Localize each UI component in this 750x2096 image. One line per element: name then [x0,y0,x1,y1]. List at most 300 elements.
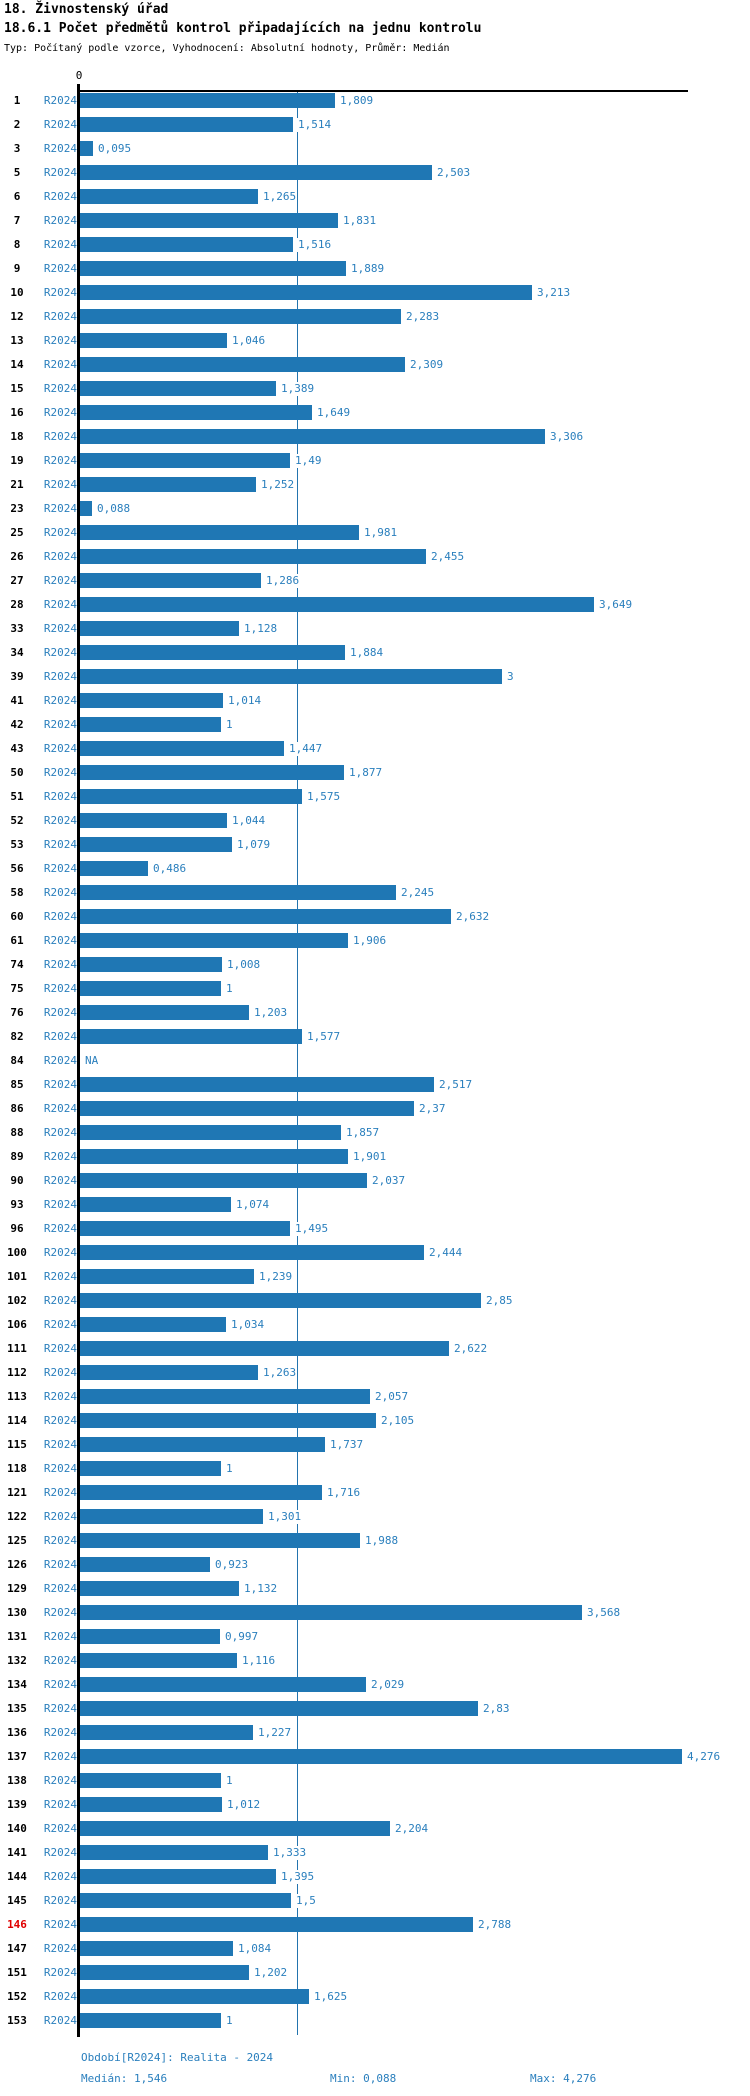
series-label: R2024 [43,1486,77,1499]
chart-row [0,1289,750,1313]
bar [80,309,401,324]
row-number: 113 [7,1390,27,1403]
row-number: 12 [10,310,24,323]
value-label: 1,333 [273,1846,307,1859]
bar [80,453,290,468]
chart-row [0,809,750,833]
chart-row [0,1601,750,1625]
series-label: R2024 [43,718,77,731]
chart-row [0,761,750,785]
chart-row [0,137,750,161]
chart-row [0,497,750,521]
series-label: R2024 [43,1798,77,1811]
series-label: R2024 [43,1390,77,1403]
series-label: R2024 [43,1126,77,1139]
chart-row [0,977,750,1001]
bar [80,1749,682,1764]
value-label: 2,444 [429,1246,463,1259]
value-label: 3,649 [599,598,633,611]
row-number: 106 [7,1318,27,1331]
bar [80,1989,309,2004]
row-number: 145 [7,1894,27,1907]
chart-row [0,1385,750,1409]
chart-row [0,233,750,257]
bar [80,645,345,660]
value-label: 1 [226,1462,233,1475]
bar [80,885,396,900]
bar [80,261,346,276]
bar [80,1341,449,1356]
chart-row [0,1937,750,1961]
value-label: 1,516 [298,238,332,251]
series-label: R2024 [43,478,77,491]
row-number: 41 [10,694,24,707]
chart-title: 18.6.1 Počet předmětů kontrol připadajících na jednu kontrolu [4,21,482,36]
value-label: 1,495 [295,1222,329,1235]
row-number: 130 [7,1606,27,1619]
chart-row [0,1865,750,1889]
series-label: R2024 [43,142,77,155]
row-number: 88 [10,1126,24,1139]
chart-row [0,1817,750,1841]
bar [80,93,335,108]
row-number: 112 [7,1366,27,1379]
row-number: 56 [10,862,24,875]
value-label: 1,5 [296,1894,316,1907]
bar [80,933,348,948]
series-label: R2024 [43,1366,77,1379]
bar [80,1629,220,1644]
series-label: R2024 [43,1270,77,1283]
series-label: R2024 [43,1150,77,1163]
row-number: 52 [10,814,24,827]
chart-row [0,209,750,233]
value-label: 1,202 [254,1966,288,1979]
value-label: 2,517 [439,1078,473,1091]
series-label: R2024 [43,550,77,563]
row-number: 111 [7,1342,27,1355]
bar [80,189,258,204]
bar [80,1773,221,1788]
row-number: 7 [13,214,21,227]
chart-row [0,737,750,761]
value-label: 1,252 [261,478,295,491]
row-number: 114 [7,1414,27,1427]
row-number: 129 [7,1582,27,1595]
chart-row [0,1673,750,1697]
chart-row [0,377,750,401]
bar [80,837,232,852]
row-number: 76 [10,1006,24,1019]
value-label: 2,105 [381,1414,415,1427]
bar [80,693,223,708]
bar [80,1893,291,1908]
row-number: 151 [7,1966,27,1979]
value-label: 2,85 [486,1294,513,1307]
chart-row [0,1457,750,1481]
value-label: 0,095 [98,142,132,155]
bar [80,333,227,348]
chart-row [0,329,750,353]
bar [80,669,502,684]
bar [80,1221,290,1236]
footer-max: Max: 4,276 [530,2072,597,2085]
value-label: 0,088 [97,502,131,515]
row-number: 10 [10,286,24,299]
row-number: 2 [13,118,21,131]
value-label: 3,568 [587,1606,621,1619]
axis-zero-label: 0 [75,69,83,82]
value-label: 1,577 [307,1030,341,1043]
series-label: R2024 [43,358,77,371]
bar [80,765,344,780]
row-number: 115 [7,1438,27,1451]
bar [80,909,451,924]
bar [80,141,93,156]
chart-row [0,617,750,641]
series-label: R2024 [43,1702,77,1715]
bar [80,957,222,972]
chart-row [0,1265,750,1289]
row-number: 43 [10,742,24,755]
row-number: 23 [10,502,24,515]
series-label: R2024 [43,646,77,659]
value-label: 0,997 [225,1630,259,1643]
row-number: 102 [7,1294,27,1307]
bar [80,1437,325,1452]
series-label: R2024 [43,1054,77,1067]
bar [80,1149,348,1164]
bar [80,861,148,876]
chart-row [0,665,750,689]
value-label: 1,008 [227,958,261,971]
row-number: 26 [10,550,24,563]
bar [80,501,92,516]
row-number: 3 [13,142,21,155]
value-label: 2,622 [454,1342,488,1355]
row-number: 85 [10,1078,24,1091]
chart-row [0,1049,750,1073]
series-label: R2024 [43,1966,77,1979]
series-label: R2024 [43,406,77,419]
bar [80,2013,221,2028]
bar [80,1509,263,1524]
row-number: 58 [10,886,24,899]
row-number: 138 [7,1774,27,1787]
bar [80,789,302,804]
series-label: R2024 [43,766,77,779]
bar [80,1413,376,1428]
value-label: 1,128 [244,622,278,635]
bar [80,525,359,540]
bar [80,1269,254,1284]
bar [80,1797,222,1812]
chart-row [0,1409,750,1433]
bar [80,1869,276,1884]
series-label: R2024 [43,1774,77,1787]
chart-row [0,1649,750,1673]
row-number: 136 [7,1726,27,1739]
series-label: R2024 [43,94,77,107]
value-label: 1,884 [350,646,384,659]
value-label: 1,012 [227,1798,261,1811]
row-number: 82 [10,1030,24,1043]
bar [80,1557,210,1572]
chart-row [0,641,750,665]
chart-row [0,1097,750,1121]
bar [80,1533,360,1548]
value-label: 1,116 [242,1654,276,1667]
row-number: 6 [13,190,21,203]
value-label: 1,395 [281,1870,315,1883]
bar [80,1173,367,1188]
series-label: R2024 [43,1006,77,1019]
series-label: R2024 [43,166,77,179]
value-label: 1,49 [295,454,322,467]
series-label: R2024 [43,1510,77,1523]
series-label: R2024 [43,526,77,539]
value-label: 1,079 [237,838,271,851]
value-label: 1 [226,2014,233,2027]
chart-row [0,1337,750,1361]
chart-row [0,1361,750,1385]
series-label: R2024 [43,1462,77,1475]
series-label: R2024 [43,1822,77,1835]
series-label: R2024 [43,862,77,875]
bar [80,117,293,132]
row-number: 75 [10,982,24,995]
series-label: R2024 [43,190,77,203]
chart-row [0,953,750,977]
value-label: 2,283 [406,310,440,323]
value-label: 2,057 [375,1390,409,1403]
chart-row [0,1145,750,1169]
value-label: 1,831 [343,214,377,227]
chart-row [0,161,750,185]
value-label: 2,037 [372,1174,406,1187]
chart-row [0,521,750,545]
value-label: 1,906 [353,934,387,947]
chart-row [0,833,750,857]
value-label: 1,014 [228,694,262,707]
chart-meta-line: Typ: Počítaný podle vzorce, Vyhodnocení: Absolutní hodnoty, Průměr: Medián [4,43,450,54]
value-label: 2,204 [395,1822,429,1835]
series-label: R2024 [43,1750,77,1763]
value-label: 1,514 [298,118,332,131]
chart-row [0,857,750,881]
chart-row [0,905,750,929]
value-label: 2,245 [401,886,435,899]
chart-row [0,1769,750,1793]
bar [80,405,312,420]
series-label: R2024 [43,382,77,395]
chart-row [0,1841,750,1865]
chart-row [0,1553,750,1577]
chart-row [0,1745,750,1769]
value-label: 1 [226,982,233,995]
bar [80,573,261,588]
chart-row [0,1961,750,1985]
row-number: 39 [10,670,24,683]
row-number: 21 [10,478,24,491]
row-number: 13 [10,334,24,347]
value-label: 1,809 [340,94,374,107]
value-label: 1,203 [254,1006,288,1019]
chart-row [0,353,750,377]
series-label: R2024 [43,238,77,251]
series-label: R2024 [43,1174,77,1187]
series-label: R2024 [43,742,77,755]
series-label: R2024 [43,1030,77,1043]
row-number: 141 [7,1846,27,1859]
bar [80,741,284,756]
series-label: R2024 [43,934,77,947]
row-number: 33 [10,622,24,635]
series-label: R2024 [43,1414,77,1427]
chart-row [0,1985,750,2009]
row-number: 19 [10,454,24,467]
row-number: 131 [7,1630,27,1643]
chart-row [0,1577,750,1601]
bar [80,1077,434,1092]
chart-row [0,1169,750,1193]
row-number: 18 [10,430,24,443]
series-label: R2024 [43,958,77,971]
series-label: R2024 [43,454,77,467]
series-label: R2024 [43,1222,77,1235]
row-number: 42 [10,718,24,731]
row-number: 140 [7,1822,27,1835]
row-number: 60 [10,910,24,923]
series-label: R2024 [43,790,77,803]
row-number: 126 [7,1558,27,1571]
chart-row [0,1721,750,1745]
bar [80,1197,231,1212]
value-label: 3,213 [537,286,571,299]
bar [80,1845,268,1860]
series-label: R2024 [43,622,77,635]
series-label: R2024 [43,1198,77,1211]
bar [80,1461,221,1476]
row-number: 122 [7,1510,27,1523]
value-label: 1,301 [268,1510,302,1523]
bar [80,1125,341,1140]
series-label: R2024 [43,982,77,995]
chart-row [0,1025,750,1049]
series-label: R2024 [43,1294,77,1307]
value-label: 1,074 [236,1198,270,1211]
chart-row [0,185,750,209]
chart-row [0,1313,750,1337]
bar [80,717,221,732]
chart-row [0,1481,750,1505]
series-label: R2024 [43,1678,77,1691]
value-label: 1,447 [289,742,323,755]
chart-row [0,113,750,137]
bar [80,549,426,564]
chart-row [0,1433,750,1457]
chart-row [0,1913,750,1937]
row-number: 51 [10,790,24,803]
value-label: 1,737 [330,1438,364,1451]
chart-row [0,713,750,737]
bar [80,477,256,492]
row-number: 8 [13,238,21,251]
series-label: R2024 [43,502,77,515]
bar [80,1605,582,1620]
value-label: 1,625 [314,1990,348,2003]
bar [80,213,338,228]
value-label: 2,632 [456,910,490,923]
series-label: R2024 [43,1246,77,1259]
series-label: R2024 [43,1870,77,1883]
value-label: 1,034 [231,1318,265,1331]
value-label: 1,227 [258,1726,292,1739]
row-number: 147 [7,1942,27,1955]
series-label: R2024 [43,1534,77,1547]
chart-row [0,1241,750,1265]
series-label: R2024 [43,1318,77,1331]
bar [80,1365,258,1380]
value-label: 1 [226,1774,233,1787]
chart-row [0,1073,750,1097]
series-label: R2024 [43,214,77,227]
bar [80,1029,302,1044]
row-number: 53 [10,838,24,851]
bar [80,429,545,444]
row-number: 5 [13,166,21,179]
row-number: 16 [10,406,24,419]
value-label: 2,455 [431,550,465,563]
chart-row [0,473,750,497]
bar [80,1653,237,1668]
value-label: 1,988 [365,1534,399,1547]
row-number: 34 [10,646,24,659]
row-number: 61 [10,934,24,947]
bar [80,981,221,996]
value-label: 2,309 [410,358,444,371]
chart-row [0,401,750,425]
value-label: 1,084 [238,1942,272,1955]
chart-row [0,929,750,953]
bar [80,1965,249,1980]
chart-row [0,257,750,281]
series-label: R2024 [43,1558,77,1571]
chart-row [0,569,750,593]
value-label: NA [85,1054,99,1067]
chart-row [0,449,750,473]
value-label: 0,923 [215,1558,249,1571]
row-number: 1 [13,94,21,107]
chart-row [0,425,750,449]
chart-row [0,2009,750,2033]
row-number: 152 [7,1990,27,2003]
bar [80,597,594,612]
series-label: R2024 [43,334,77,347]
series-label: R2024 [43,1342,77,1355]
row-number: 15 [10,382,24,395]
series-label: R2024 [43,838,77,851]
chart-row [0,1193,750,1217]
row-number: 101 [7,1270,27,1283]
value-label: 1,044 [232,814,266,827]
series-label: R2024 [43,2014,77,2027]
row-number: 14 [10,358,24,371]
series-label: R2024 [43,310,77,323]
value-label: 2,788 [478,1918,512,1931]
row-number: 84 [10,1054,24,1067]
row-number: 9 [13,262,21,275]
